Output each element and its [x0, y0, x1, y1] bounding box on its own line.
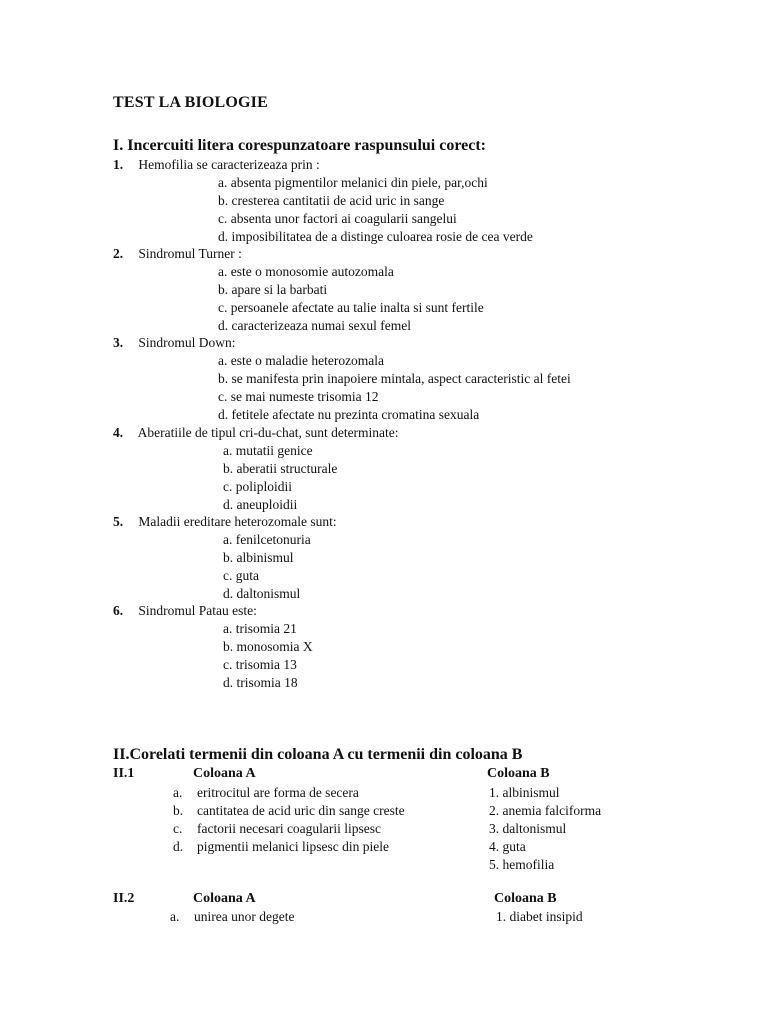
question-number: 3.	[113, 335, 124, 350]
question-5	[113, 514, 337, 530]
column-b-heading: Coloana B	[494, 891, 557, 906]
option: c. absenta unor factori ai coagularii sangelui	[218, 211, 457, 226]
option: a. fenilcetonuria	[223, 532, 311, 547]
column-b-item: 1. diabet insipid	[496, 909, 583, 924]
option: d. fetitele afectate nu prezinta cromatina sexuala	[218, 407, 480, 422]
item-text: eritrocitul are forma de secera	[197, 785, 359, 800]
option: d. aneuploidii	[223, 497, 298, 512]
question-number: 4.	[113, 425, 124, 440]
question-3	[113, 335, 236, 351]
item-text: pigmentii melanici lipsesc din piele	[197, 839, 389, 854]
question-text: Aberatiile de tipul cri-du-chat, sunt determinate:	[137, 425, 399, 440]
option: d. imposibilitatea de a distinge culoarea rosie de cea verde	[218, 229, 533, 244]
option: b. monosomia X	[223, 639, 313, 654]
question-6	[113, 603, 257, 619]
option: a. absenta pigmentilor melanici din piele, par,ochi	[218, 175, 488, 190]
item-letter: c.	[173, 821, 183, 836]
option: d. daltonismul	[223, 586, 301, 601]
column-a-item	[173, 785, 359, 801]
question-number: 6.	[113, 603, 124, 618]
question-text: Hemofilia se caracterizeaza prin :	[138, 157, 320, 172]
page-title: TEST LA BIOLOGIE	[113, 94, 268, 111]
option: c. poliploidii	[223, 479, 292, 494]
column-a-item	[173, 803, 405, 819]
question-text: Maladii ereditare heterozomale sunt:	[138, 514, 337, 529]
item-letter: d.	[173, 839, 184, 854]
option: d. caracterizeaza numai sexul femel	[218, 318, 412, 333]
question-number: 2.	[113, 246, 124, 261]
part-label: II.2	[113, 891, 135, 906]
column-a-item	[173, 821, 381, 837]
option: a. trisomia 21	[223, 621, 297, 636]
option: b. aberatii structurale	[223, 461, 338, 476]
item-letter: b.	[173, 803, 184, 818]
column-b-item: 4. guta	[489, 839, 526, 854]
column-b-item: 5. hemofilia	[489, 857, 555, 872]
column-a-heading: Coloana A	[193, 766, 256, 781]
option: a. este o monosomie autozomala	[218, 264, 394, 279]
question-number: 1.	[113, 157, 124, 172]
option: a. mutatii genice	[223, 443, 313, 458]
option: b. albinismul	[223, 550, 294, 565]
item-letter: a.	[170, 909, 180, 924]
option: b. se manifesta prin inapoiere mintala, aspect caracteristic al fetei	[218, 371, 571, 386]
section1-heading: I. Incercuiti litera corespunzatoare raspunsului corect:	[113, 137, 486, 154]
question-4	[113, 425, 399, 441]
column-a-heading: Coloana A	[193, 891, 256, 906]
option: c. trisomia 13	[223, 657, 297, 672]
option: d. trisomia 18	[223, 675, 298, 690]
column-b-item: 1. albinismul	[489, 785, 560, 800]
column-b-heading: Coloana B	[487, 766, 550, 781]
option: c. se mai numeste trisomia 12	[218, 389, 379, 404]
section2-heading: II.Corelati termenii din coloana A cu termenii din coloana B	[113, 746, 523, 763]
item-text: cantitatea de acid uric din sange creste	[197, 803, 405, 818]
option: c. persoanele afectate au talie inalta si sunt fertile	[218, 300, 484, 315]
option: b. cresterea cantitatii de acid uric in sange	[218, 193, 445, 208]
item-text: factorii necesari coagularii lipsesc	[197, 821, 382, 836]
column-b-item: 2. anemia falciforma	[489, 803, 602, 818]
question-number: 5.	[113, 514, 124, 529]
column-b-item: 3. daltonismul	[489, 821, 567, 836]
item-text: unirea unor degete	[194, 909, 295, 924]
item-letter: a.	[173, 785, 183, 800]
question-text: Sindromul Patau este:	[138, 603, 257, 618]
option: c. guta	[223, 568, 259, 583]
option: a. este o maladie heterozomala	[218, 353, 385, 368]
part-label: II.1	[113, 766, 135, 781]
question-text: Sindromul Turner :	[138, 246, 242, 261]
question-2	[113, 246, 242, 262]
question-1	[113, 157, 320, 173]
column-a-item	[173, 839, 389, 855]
question-text: Sindromul Down:	[138, 335, 236, 350]
option: b. apare si la barbati	[218, 282, 328, 297]
column-a-item	[170, 909, 294, 925]
